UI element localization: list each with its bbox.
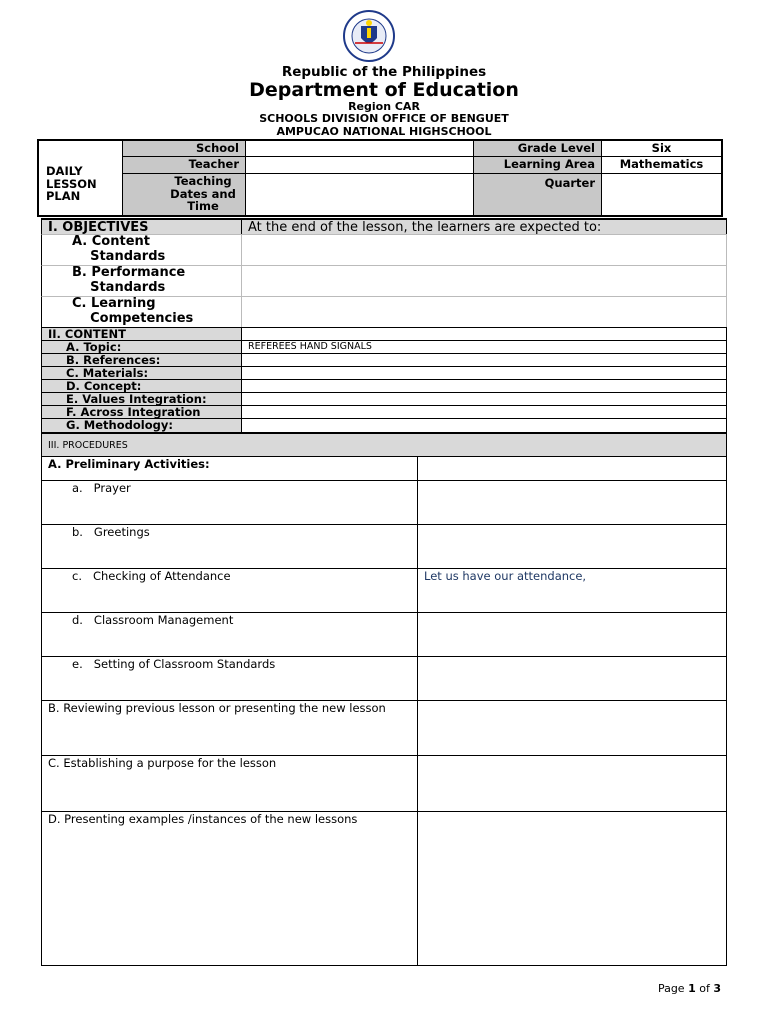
grade-level-label: Grade Level [473, 139, 602, 157]
quarter-label: Quarter [473, 173, 602, 217]
procedure-label: d. Classroom Management [41, 612, 418, 657]
learning-competencies-field[interactable] [241, 296, 727, 328]
division-text: SCHOOLS DIVISION OFFICE OF BENGUET [259, 112, 509, 125]
content-row-label: A. Topic: [41, 340, 242, 354]
school-label: School [122, 139, 246, 157]
concept-field[interactable] [241, 379, 727, 393]
objective-label-content [41, 234, 242, 266]
content-standards-field[interactable] [241, 234, 727, 266]
page-of: of [695, 982, 714, 995]
republic-title: Republic of the Philippines [281, 64, 487, 80]
dates-field[interactable] [245, 173, 474, 217]
quarter-value[interactable] [601, 173, 723, 217]
prayer-field[interactable] [417, 480, 727, 525]
across-integration-field[interactable] [241, 405, 727, 419]
performance-standards-label: B. Performance Standards [72, 265, 186, 295]
reviewing-field[interactable] [417, 700, 727, 756]
values-integration-field[interactable] [241, 392, 727, 406]
page-prefix: Page [657, 982, 689, 995]
procedure-label: B. Reviewing previous lesson or presenting the new lesson [41, 700, 418, 756]
preliminary-activities-field[interactable] [417, 456, 727, 481]
classroom-management-field[interactable] [417, 612, 727, 657]
dlp-label-cell [37, 139, 123, 217]
school-field[interactable] [245, 139, 474, 157]
topic-field[interactable]: REFEREES HAND SIGNALS [241, 340, 727, 354]
learning-competencies-label: C. Learning Competencies [72, 296, 194, 326]
procedure-label: D. Presenting examples /instances of the new lessons [41, 811, 418, 966]
preliminary-activities-label: A. Preliminary Activities: [41, 456, 418, 481]
page-total: 3 [713, 982, 721, 995]
content-row-label: D. Concept: [41, 379, 242, 393]
learning-area-label: Learning Area [473, 156, 602, 174]
greetings-field[interactable] [417, 524, 727, 569]
content-standards-label: A. Content Standards [72, 234, 166, 264]
learning-area-value[interactable]: Mathematics [601, 156, 723, 174]
procedure-label: c. Checking of Attendance [41, 568, 418, 613]
content-heading: II. CONTENT [41, 327, 242, 341]
deped-seal-icon [333, 10, 405, 62]
teacher-label: Teacher [122, 156, 246, 174]
content-heading-blank [241, 327, 727, 341]
objective-label-performance [41, 265, 242, 297]
content-row-label: G. Methodology: [41, 418, 242, 433]
grade-level-value[interactable]: Six [601, 139, 723, 157]
procedure-label: C. Establishing a purpose for the lesson [41, 755, 418, 812]
attendance-field[interactable]: Let us have our attendance, [417, 568, 727, 613]
objective-label-competencies [41, 296, 242, 328]
procedure-label: a. Prayer [41, 480, 418, 525]
deped-seal [333, 10, 405, 62]
dlp-label: DAILY LESSON PLAN [46, 164, 97, 203]
examples-field[interactable] [417, 811, 727, 966]
performance-standards-field[interactable] [241, 265, 727, 297]
procedures-heading: III. PROCEDURES [41, 433, 727, 457]
procedure-label: b. Greetings [41, 524, 418, 569]
materials-field[interactable] [241, 366, 727, 380]
school-name-text: AMPUCAO NATIONAL HIGHSCHOOL [276, 125, 492, 138]
teacher-field[interactable] [245, 156, 474, 174]
procedure-label: e. Setting of Classroom Standards [41, 656, 418, 701]
page-number [600, 982, 721, 995]
methodology-field[interactable] [241, 418, 727, 433]
content-row-label: E. Values Integration: [41, 392, 242, 406]
objectives-intro: At the end of the lesson, the learners are expected to: [241, 218, 727, 235]
classroom-standards-field[interactable] [417, 656, 727, 701]
content-row-label: B. References: [41, 353, 242, 367]
references-field[interactable] [241, 353, 727, 367]
region-text: Region CAR [348, 100, 420, 113]
purpose-field[interactable] [417, 755, 727, 812]
content-row-label: F. Across Integration [41, 405, 242, 419]
dates-label-cell [122, 173, 246, 217]
dates-label: Teaching Dates and Time [170, 174, 236, 213]
content-row-label: C. Materials: [41, 366, 242, 380]
page-current: 1 [688, 982, 696, 995]
objectives-heading: I. OBJECTIVES [41, 218, 242, 235]
department-title: Department of Education [249, 79, 519, 101]
